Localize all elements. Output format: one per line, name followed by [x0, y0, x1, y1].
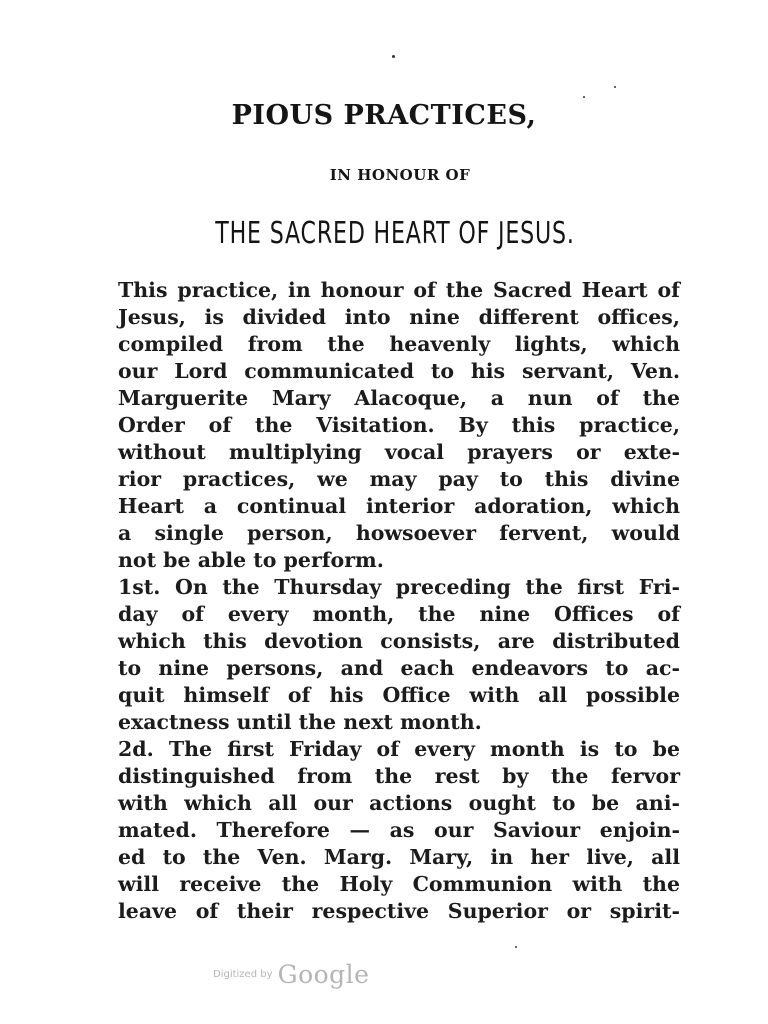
paragraph-intro — [118, 277, 680, 574]
ink-speck — [392, 55, 395, 58]
ink-speck — [515, 946, 517, 948]
text-line: mated. Therefore — as our Saviour enjoin- — [118, 818, 680, 842]
ink-speck — [583, 96, 585, 98]
text-line: day of every month, the nine Offices of — [118, 602, 680, 626]
watermark-prefix: Digitized by — [213, 969, 273, 980]
text-line: not be able to perform. — [118, 548, 384, 572]
text-line: with which all our actions ought to be ani- — [118, 791, 680, 815]
text-line: Order of the Visitation. By this practice, — [118, 413, 680, 437]
text-line: This practice, in honour of the Sacred Heart of — [118, 278, 680, 302]
google-logo: Google — [277, 960, 370, 989]
text-line: distinguished from the rest by the fervor — [118, 764, 680, 788]
text-line: compiled from the heavenly lights, which — [118, 332, 680, 356]
text-line: rior practices, we may pay to this divine — [118, 467, 680, 491]
text-line: a single person, howsoever fervent, would — [118, 521, 680, 545]
ink-speck — [614, 86, 616, 88]
page-heading: THE SACRED HEART OF JESUS. — [215, 216, 575, 251]
digitization-watermark — [213, 960, 369, 989]
text-line: leave of their respective Superior or spirit- — [118, 899, 680, 923]
text-line: ed to the Ven. Marg. Mary, in her live, all — [118, 845, 680, 869]
body-text — [118, 277, 680, 925]
page-subtitle: IN HONOUR OF — [329, 166, 471, 184]
text-line: quit himself of his Office with all possible — [118, 683, 680, 707]
text-line: Marguerite Mary Alacoque, a nun of the — [118, 386, 680, 410]
text-line: without multiplying vocal prayers or exte- — [118, 440, 680, 464]
text-line: 1st. On the Thursday preceding the first Fri- — [118, 575, 680, 599]
paragraph-first — [118, 574, 680, 736]
text-line: Jesus, is divided into nine different offices, — [118, 305, 680, 329]
text-line: exactness until the next month. — [118, 710, 482, 734]
page-title: PIOUS PRACTICES, — [231, 100, 537, 131]
text-line: will receive the Holy Communion with the — [118, 872, 680, 896]
text-line: 2d. The first Friday of every month is to be — [118, 737, 680, 761]
text-line: Heart a continual interior adoration, which — [118, 494, 680, 518]
text-line: our Lord communicated to his servant, Ven. — [118, 359, 680, 383]
paragraph-second — [118, 736, 680, 925]
text-line: to nine persons, and each endeavors to ac- — [118, 656, 680, 680]
text-line: which this devotion consists, are distributed — [118, 629, 680, 653]
